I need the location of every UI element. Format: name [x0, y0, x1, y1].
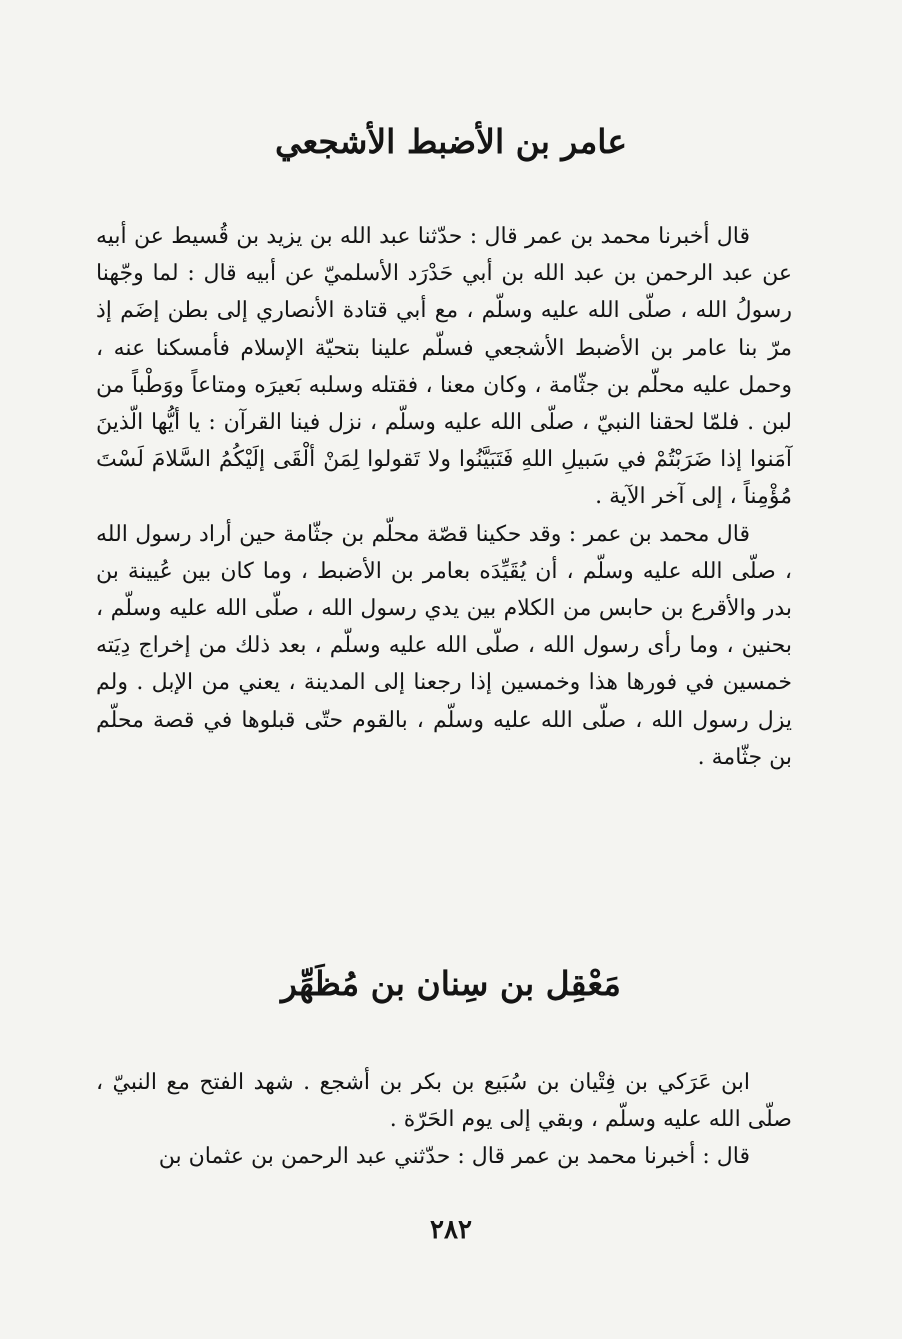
page-number: ٢٨٢ — [430, 1215, 472, 1245]
paragraph: قال أخبرنا محمد بن عمر قال : حدّثنا عبد الله بن يزيد بن قُسيط عن أبيه عن عبد الرحمن بن عبد الله بن أبي حَدْرَد الأسلميّ عن أبيه قال : لما وجّهنا رسولُ الله ، صلّى الله عليه وسلّم ، مع أبي قتادة الأنصاري إلى بطن إضَم إذ مرّ بنا عامر بن الأضبط الأشجعي فسلّم علينا بتحيّة الإسلام فأمسكنا عنه ، وحمل عليه محلّم بن جثّامة ، وكان معنا ، فقتله وسلبه بَعيرَه ومتاعاً ووَطْباً من لبن . فلمّا لحقنا النبيّ ، صلّى الله عليه وسلّم ، نزل فينا القرآن : يا أيُّها الّذينَ آمَنوا إذا ضَرَبْتُمْ في سَبيلِ اللهِ فَتَبَيَّنُوا ولا تَقولوا لِمَنْ ألْقَى إلَيْكُمُ السَّلامَ لَسْتَ مُؤْمِناً ، إلى آخر الآية . — [96, 224, 792, 510]
paragraph: قال محمد بن عمر : وقد حكينا قصّة محلّم بن جثّامة حين أراد رسول الله ، صلّى الله عليه وسلّم ، أن يُقَيِّدَه بعامر بن الأضبط ، وما كان بين عُيينة بن بدر والأقرع بن حابس من الكلام بين يدي رسول الله ، صلّى الله عليه وسلّم ، بحنين ، وما رأى رسول الله ، صلّى الله عليه وسلّم ، بعد ذلك من إخراج دِيَته خمسين في فورها هذا وخمسين إذا رجعنا إلى المدينة ، يعني من الإبل . ولم يزل رسول الله ، صلّى الله عليه وسلّم ، بالقوم حتّى قبلوها في قصة محلّم بن جثّامة . — [96, 521, 792, 770]
section-body — [96, 218, 792, 776]
section-title: عامر بن الأضبط الأشجعي — [274, 122, 628, 161]
paragraph: ابن عَرَكي بن فِتْيان بن سُبَيع بن بكر بن أشجع . شهد الفتح مع النبيّ ، صلّى الله عليه وسلّم ، وبقي إلى يوم الحَرّة . — [96, 1070, 792, 1133]
section-body — [96, 1064, 792, 1176]
section-title: مَعْقِل بن سِنان بن مُظَهِّر — [281, 964, 621, 1003]
paragraph: قال : أخبرنا محمد بن عمر قال : حدّثني عبد الرحمن بن عثمان بن — [158, 1144, 750, 1170]
